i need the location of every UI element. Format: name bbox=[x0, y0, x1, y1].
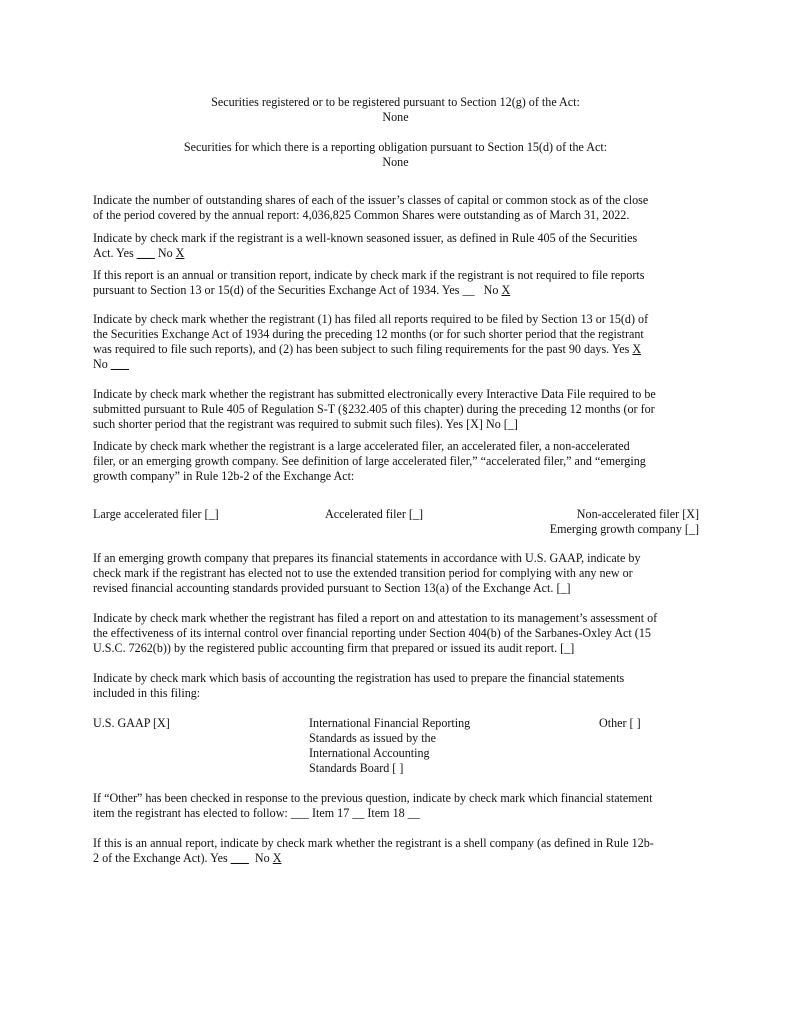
ifrs-option-line-2: Standards as issued by the bbox=[309, 731, 436, 745]
egc-transition-line-2: check mark if the registrant has elected not to use the extended transition period for complying with any new or bbox=[93, 566, 633, 580]
section-12g-line: Securities registered or to be registered pursuant to Section 12(g) of the Act: bbox=[211, 95, 580, 109]
section-12g-value: None bbox=[382, 110, 409, 124]
not-required-no-label: No bbox=[483, 283, 502, 297]
icfr-line-2: the effectiveness of its internal control over financial reporting under Section 404(b) of the Sarbanes-Oxley Act (15 bbox=[93, 626, 651, 640]
shell-company-prefix: 2 of the Exchange Act). Yes bbox=[93, 851, 231, 865]
wksi-no-label: No bbox=[157, 246, 176, 260]
shell-company-line-2 bbox=[93, 851, 703, 866]
section-15d-line: Securities for which there is a reporting obligation pursuant to Section 15(d) of the Act: bbox=[183, 140, 608, 154]
filed-reports-prefix: was required to file such reports), and (2) has been subject to such filing requirements for the past 90 days. Yes bbox=[93, 342, 633, 356]
wksi-line-2 bbox=[93, 246, 703, 261]
icfr-line-1: Indicate by check mark whether the registrant has filed a report on and attestation to its management’s assessment of bbox=[93, 611, 658, 625]
egc-transition-line-3: revised financial accounting standards provided pursuant to Section 13(a) of the Exchange Act. [_] bbox=[93, 581, 571, 595]
other-item-line-2: item the registrant has elected to follow: ___ Item 17 __ Item 18 __ bbox=[93, 806, 420, 820]
ifrs-option-line-3: International Accounting bbox=[309, 746, 430, 760]
wksi-no-mark: X bbox=[175, 246, 185, 260]
interactive-data-line-3: such shorter period that the registrant was required to submit such files). Yes [X] No [_] bbox=[93, 417, 518, 431]
shell-company-no-label: No bbox=[254, 851, 273, 865]
wksi-prefix: Act. Yes bbox=[93, 246, 137, 260]
non-accelerated-filer-option: Non-accelerated filer [X] bbox=[576, 507, 699, 521]
large-accelerated-filer-option: Large accelerated filer [_] bbox=[93, 507, 219, 521]
not-required-line-2 bbox=[93, 283, 703, 298]
accounting-basis-line-2: included in this filing: bbox=[93, 686, 201, 700]
accelerated-filer-option: Accelerated filer [_] bbox=[325, 507, 424, 521]
outstanding-shares-line-1: Indicate the number of outstanding shares of each of the issuer’s classes of capital or common stock as of the close bbox=[93, 193, 649, 207]
interactive-data-line-2: submitted pursuant to Rule 405 of Regulation S-T (§232.405 of this chapter) during the preceding 12 months (or for bbox=[93, 402, 655, 416]
other-item-line-1: If “Other” has been checked in response to the previous question, indicate by check mark which financial statement bbox=[93, 791, 653, 805]
shell-company-yes-mark: ___ bbox=[230, 851, 249, 865]
us-gaap-option: U.S. GAAP [X] bbox=[93, 716, 170, 730]
filer-status-line-3: growth company” in Rule 12b-2 of the Exchange Act: bbox=[93, 469, 355, 483]
wksi-line-1: Indicate by check mark if the registrant is a well-known seasoned issuer, as defined in Rule 405 of the Securities bbox=[93, 231, 638, 245]
not-required-prefix: pursuant to Section 13 or 15(d) of the Securities Exchange Act of 1934. Yes bbox=[93, 283, 463, 297]
filed-reports-yes-mark: X bbox=[632, 342, 642, 356]
filed-reports-line-4 bbox=[93, 357, 703, 372]
icfr-line-3: U.S.C. 7262(b)) by the registered public accounting firm that prepared or issued its audit report. [_] bbox=[93, 641, 575, 655]
accounting-basis-line-1: Indicate by check mark which basis of accounting the registration has used to prepare the financial statements bbox=[93, 671, 625, 685]
not-required-yes-mark: __ bbox=[462, 283, 475, 297]
wksi-yes-mark: ___ bbox=[136, 246, 155, 260]
not-required-line-1: If this report is an annual or transition report, indicate by check mark if the registrant is not required to file reports bbox=[93, 268, 645, 282]
shell-company-line-1: If this is an annual report, indicate by check mark whether the registrant is a shell company (as defined in Rule 12b- bbox=[93, 836, 654, 850]
filed-reports-no-mark: ___ bbox=[110, 357, 129, 371]
filed-reports-line-3 bbox=[93, 342, 703, 357]
shell-company-no-mark: X bbox=[272, 851, 282, 865]
filed-reports-line-1: Indicate by check mark whether the registrant (1) has filed all reports required to be filed by Section 13 or 15(d) of bbox=[93, 312, 649, 326]
outstanding-shares-line-2: of the period covered by the annual report: 4,036,825 Common Shares were outstanding as of March 31, 2022. bbox=[93, 208, 630, 222]
ifrs-option-line-4: Standards Board [ ] bbox=[309, 761, 404, 775]
not-required-no-mark: X bbox=[501, 283, 511, 297]
ifrs-option-line-1: International Financial Reporting bbox=[309, 716, 471, 730]
filer-status-line-1: Indicate by check mark whether the registrant is a large accelerated filer, an accelerated filer, a non-accelerated bbox=[93, 439, 630, 453]
filed-reports-no-label: No bbox=[93, 357, 111, 371]
other-basis-option: Other [ ] bbox=[599, 716, 641, 730]
interactive-data-line-1: Indicate by check mark whether the registrant has submitted electronically every Interactive Data File required to be bbox=[93, 387, 656, 401]
filer-status-line-2: filer, or an emerging growth company. See definition of large accelerated filer,” “accelerated filer,” and “emerging bbox=[93, 454, 646, 468]
emerging-growth-company-option: Emerging growth company [_] bbox=[549, 522, 699, 536]
section-15d-value: None bbox=[382, 155, 409, 169]
filed-reports-line-2: the Securities Exchange Act of 1934 during the preceding 12 months (or for such shorter period that the registrant bbox=[93, 327, 644, 341]
egc-transition-line-1: If an emerging growth company that prepares its financial statements in accordance with U.S. GAAP, indicate by bbox=[93, 551, 641, 565]
